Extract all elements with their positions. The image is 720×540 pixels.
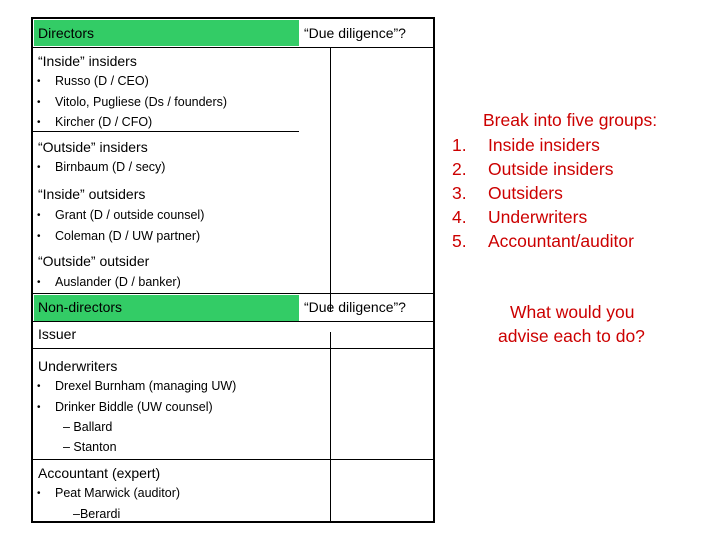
question-line-1: What would you [510,302,635,322]
bullet: • [37,97,41,108]
nondirectors-header: Non-directors [38,299,123,315]
list-item: Birnbaum (D / secy) [55,160,166,174]
row-divider [33,131,299,132]
row-divider [33,348,433,349]
list-number: 1. [452,135,467,155]
list-item-text: Outside insiders [488,159,614,179]
sub-list-item: – Stanton [63,440,117,454]
bullet: • [37,117,41,128]
list-number: 2. [452,159,467,179]
column-divider-bottom [330,332,331,523]
sub-list-item: –Berardi [73,507,121,521]
row-divider [33,47,433,48]
row-divider [33,293,433,294]
list-item-text: Accountant/auditor [488,231,634,251]
bullet: • [37,162,41,173]
outside-insiders-title: “Outside” insiders [38,139,148,155]
bullet: • [37,381,41,392]
column-divider-top [330,48,331,312]
list-number: 5. [452,231,467,251]
sub-list-item: – Ballard [63,420,113,434]
list-item-text: Outsiders [488,183,563,203]
bullet: • [37,231,41,242]
row-divider [33,459,433,460]
list-item: Vitolo, Pugliese (Ds / founders) [55,95,228,109]
groups-heading: Break into five groups: [483,110,658,130]
list-item: Coleman (D / UW partner) [55,229,201,243]
list-item: Peat Marwick (auditor) [55,486,181,500]
question-line-2: advise each to do? [498,326,645,346]
list-item: Grant (D / outside counsel) [55,208,205,222]
list-item: Auslander (D / banker) [55,275,181,289]
list-item-text: Inside insiders [488,135,600,155]
bullet: • [37,402,41,413]
bullet: • [37,488,41,499]
row-divider [33,321,433,322]
underwriters-title: Underwriters [38,358,118,374]
due-diligence-header-1: “Due diligence”? [304,25,406,41]
bullet: • [37,277,41,288]
list-item: Russo (D / CEO) [55,74,149,88]
diligence-table [31,17,435,523]
list-item: Drinker Biddle (UW counsel) [55,400,213,414]
list-item: Kircher (D / CFO) [55,115,153,129]
inside-insiders-title: “Inside” insiders [38,53,137,69]
accountant-title: Accountant (expert) [38,465,161,481]
list-number: 4. [452,207,467,227]
inside-outsiders-title: “Inside” outsiders [38,186,146,202]
outside-outsider-title: “Outside” outsider [38,253,150,269]
bullet: • [37,210,41,221]
directors-header: Directors [38,25,95,41]
list-item: Drexel Burnham (managing UW) [55,379,237,393]
bullet: • [37,76,41,87]
list-item-text: Underwriters [488,207,588,227]
issuer-label: Issuer [38,326,77,342]
list-number: 3. [452,183,467,203]
due-diligence-header-2: “Due diligence”? [304,299,406,315]
